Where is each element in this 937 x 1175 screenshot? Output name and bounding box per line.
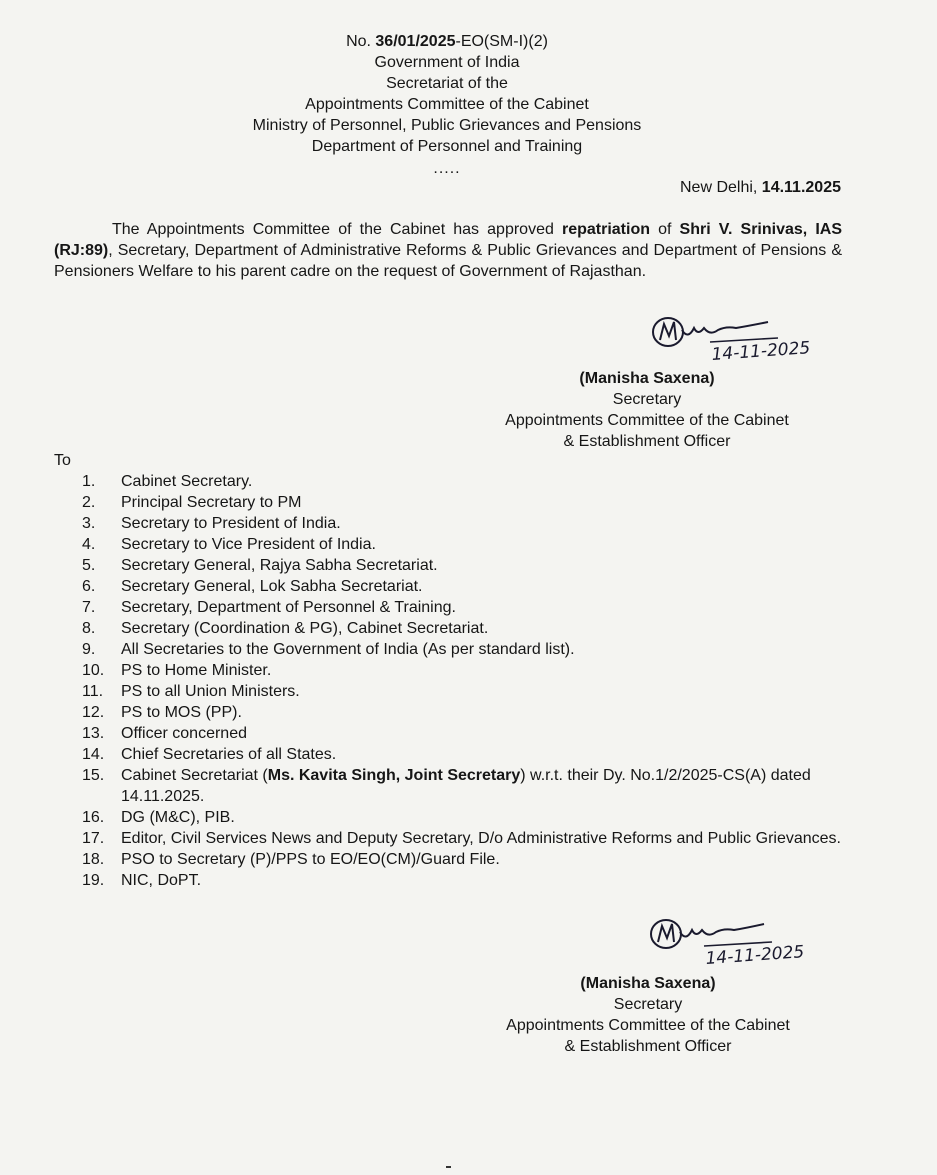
list-item: 6. Secretary General, Lok Sabha Secretariat. bbox=[82, 578, 423, 595]
list-item: 5. Secretary General, Rajya Sabha Secretariat. bbox=[82, 557, 438, 574]
signatory-office-2: & Establishment Officer bbox=[564, 1038, 732, 1055]
signatory-office-2: & Establishment Officer bbox=[563, 433, 731, 450]
list-item: 7. Secretary, Department of Personnel & Training. bbox=[82, 599, 456, 616]
to-label: To bbox=[54, 452, 71, 469]
list-item: 16. DG (M&C), PIB. bbox=[82, 809, 235, 826]
distribution-list bbox=[82, 471, 852, 891]
list-item: 15. Cabinet Secretariat (Ms. Kavita Singh, Joint Secretary) w.r.t. their Dy. No.1/2/2025-CS(A) dated 14.11.2025. bbox=[82, 767, 811, 805]
list-item: 1. Cabinet Secretary. bbox=[82, 473, 253, 490]
list-item: 14. Chief Secretaries of all States. bbox=[82, 746, 337, 763]
header-department: Department of Personnel and Training bbox=[311, 138, 583, 155]
signatory-block bbox=[467, 368, 827, 452]
header-secretariat: Secretariat of the bbox=[386, 75, 508, 92]
list-item: 19. NIC, DoPT. bbox=[82, 872, 202, 889]
list-item: 13. Officer concerned bbox=[82, 725, 247, 742]
dateline: New Delhi, 14.11.2025 bbox=[679, 179, 841, 196]
signatory-title: Secretary bbox=[613, 996, 683, 1013]
header-government: Government of India bbox=[374, 54, 520, 71]
list-item: 8. Secretary (Coordination & PG), Cabinet Secretariat. bbox=[82, 620, 489, 637]
header-separator: ..... bbox=[433, 160, 461, 177]
list-item: 12. PS to MOS (PP). bbox=[82, 704, 242, 721]
letter-header bbox=[0, 31, 894, 157]
svg-text:14-11-2025: 14-11-2025 bbox=[710, 338, 811, 365]
handwritten-signature bbox=[646, 910, 846, 970]
order-paragraph: The Appointments Committee of the Cabinet has approved repatriation of Shri V. Srinivas, IAS (RJ:89), Secretary, Department of Administrative Reforms & Public Grievances and Department of Pensions & Pensioners Welfare to his parent cadre on the request of Government of Rajasthan. bbox=[54, 221, 843, 280]
signatory-office: Appointments Committee of the Cabinet bbox=[506, 1017, 790, 1034]
list-item: 17. Editor, Civil Services News and Deputy Secretary, D/o Administrative Reforms and Public Grievances. bbox=[82, 830, 841, 847]
signatory-block bbox=[468, 973, 828, 1057]
list-item: 10. PS to Home Minister. bbox=[82, 662, 272, 679]
list-item: 2. Principal Secretary to PM bbox=[82, 494, 302, 511]
signatory-name: (Manisha Saxena) bbox=[580, 975, 716, 992]
svg-text:14-11-2025: 14-11-2025 bbox=[704, 942, 805, 969]
signatory-name: (Manisha Saxena) bbox=[579, 370, 715, 387]
header-committee: Appointments Committee of the Cabinet bbox=[305, 96, 589, 113]
signatory-title: Secretary bbox=[612, 391, 682, 408]
signatory-office: Appointments Committee of the Cabinet bbox=[505, 412, 789, 429]
list-item: 4. Secretary to Vice President of India. bbox=[82, 536, 376, 553]
handwritten-signature bbox=[648, 310, 848, 370]
page-mark bbox=[446, 1166, 451, 1168]
header-ministry: Ministry of Personnel, Public Grievances and Pensions bbox=[252, 117, 642, 134]
list-item: 9. All Secretaries to the Government of India (As per standard list). bbox=[82, 641, 575, 658]
reference-number: No. 36/01/2025-EO(SM-I)(2) bbox=[346, 33, 548, 50]
list-item: 11. PS to all Union Ministers. bbox=[82, 683, 300, 700]
list-item: 3. Secretary to President of India. bbox=[82, 515, 341, 532]
list-item: 18. PSO to Secretary (P)/PPS to EO/EO(CM)/Guard File. bbox=[82, 851, 500, 868]
